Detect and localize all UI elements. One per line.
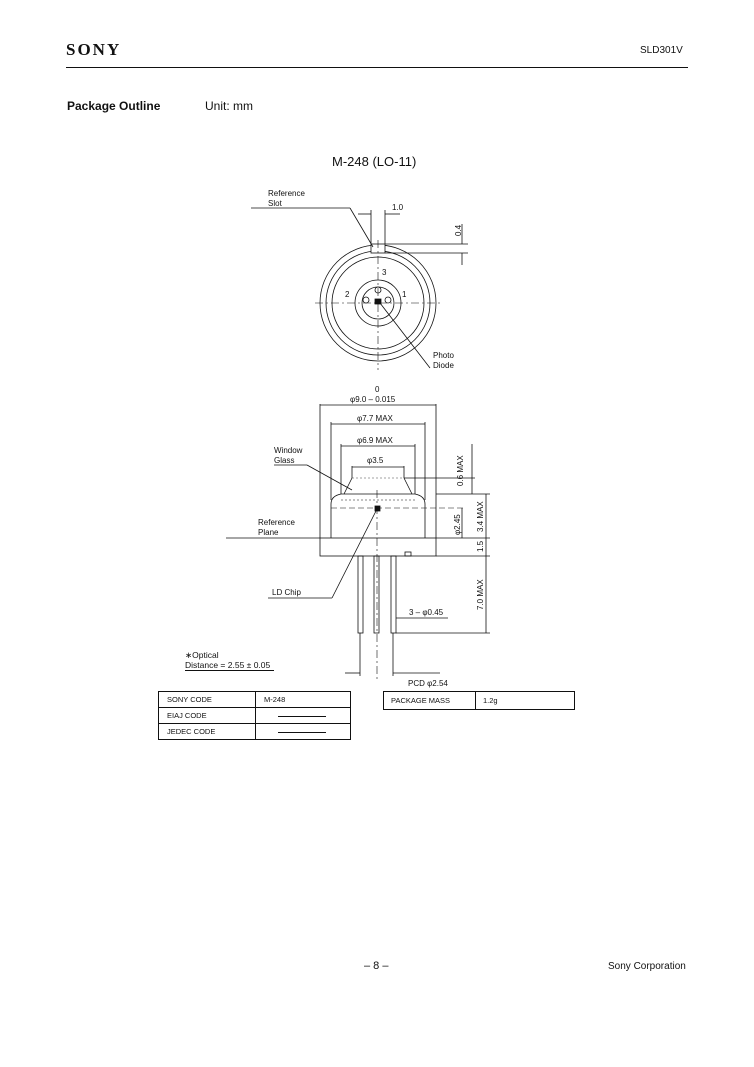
- jedec-code-value: [256, 724, 351, 740]
- outer-dia-dim: φ9.0 – 0.015: [350, 395, 396, 404]
- pin-3-label: 3: [382, 268, 387, 277]
- pin-dia-dim: 3 – φ0.45: [409, 608, 444, 617]
- outer-dia-tol: 0: [375, 385, 380, 394]
- side-view: [226, 404, 490, 680]
- sony-code-label: SONY CODE: [159, 692, 256, 708]
- optical-distance-note: [185, 650, 274, 670]
- pcd-dim: PCD φ2.54: [408, 679, 448, 688]
- top-view: [251, 208, 468, 370]
- can-dia-dim: φ6.9 MAX: [357, 436, 393, 445]
- package-mass-value: 1.2g: [476, 692, 575, 710]
- optical-note-line1: ∗Optical: [185, 650, 219, 660]
- table-row: [159, 724, 351, 740]
- window-dia-dim: φ3.5: [367, 456, 384, 465]
- reference-slot-label-1: Reference: [268, 189, 305, 198]
- sony-logo: SONY: [66, 40, 122, 59]
- lead-length-dim: 7.0 MAX: [476, 579, 485, 610]
- slot-width-dim: 1.0: [392, 203, 404, 212]
- window-glass-label-2: Glass: [274, 456, 295, 465]
- empty-value-dash: [278, 716, 326, 717]
- photo-diode-label-2: Diode: [433, 361, 454, 370]
- table-row: [159, 692, 351, 708]
- package-codes-table: [158, 691, 351, 740]
- sony-code-value: M-248: [256, 692, 351, 708]
- company-name: Sony Corporation: [608, 961, 686, 972]
- slot-depth-dim: 0.4: [454, 224, 463, 236]
- reference-plane-label-2: Plane: [258, 528, 279, 537]
- eiaj-code-label: EIAJ CODE: [159, 708, 256, 724]
- photo-diode-label-1: Photo: [433, 351, 454, 360]
- window-glass-label-1: Window: [274, 446, 303, 455]
- package-mass-label: PACKAGE MASS: [384, 692, 476, 710]
- part-number: SLD301V: [640, 45, 683, 56]
- cap-height-dim: 3.4 MAX: [476, 501, 485, 532]
- pin-1-label: 1: [402, 290, 407, 299]
- package-mass-table: [383, 691, 575, 710]
- optical-note-line2: Distance = 2.55 ± 0.05: [185, 660, 274, 671]
- flange-height-dim: 1.5: [476, 540, 485, 552]
- table-row: [159, 708, 351, 724]
- unit-label: Unit: mm: [205, 99, 253, 113]
- cap-dia-dim: φ7.7 MAX: [357, 414, 393, 423]
- eiaj-code-value: [256, 708, 351, 724]
- table-row: [384, 692, 575, 710]
- jedec-code-label: JEDEC CODE: [159, 724, 256, 740]
- reference-plane-label-1: Reference: [258, 518, 295, 527]
- empty-value-dash: [278, 732, 326, 733]
- reference-slot-label-2: Slot: [268, 199, 282, 208]
- window-height-dim: 0.6 MAX: [456, 455, 465, 486]
- section-title: Package Outline: [67, 99, 161, 113]
- ld-chip-label: LD Chip: [272, 588, 301, 597]
- dia-245-dim: φ2.45: [453, 514, 462, 535]
- pin-2-label: 2: [345, 290, 350, 299]
- package-name: M-248 (LO-11): [332, 154, 417, 169]
- page-number: – 8 –: [364, 960, 389, 972]
